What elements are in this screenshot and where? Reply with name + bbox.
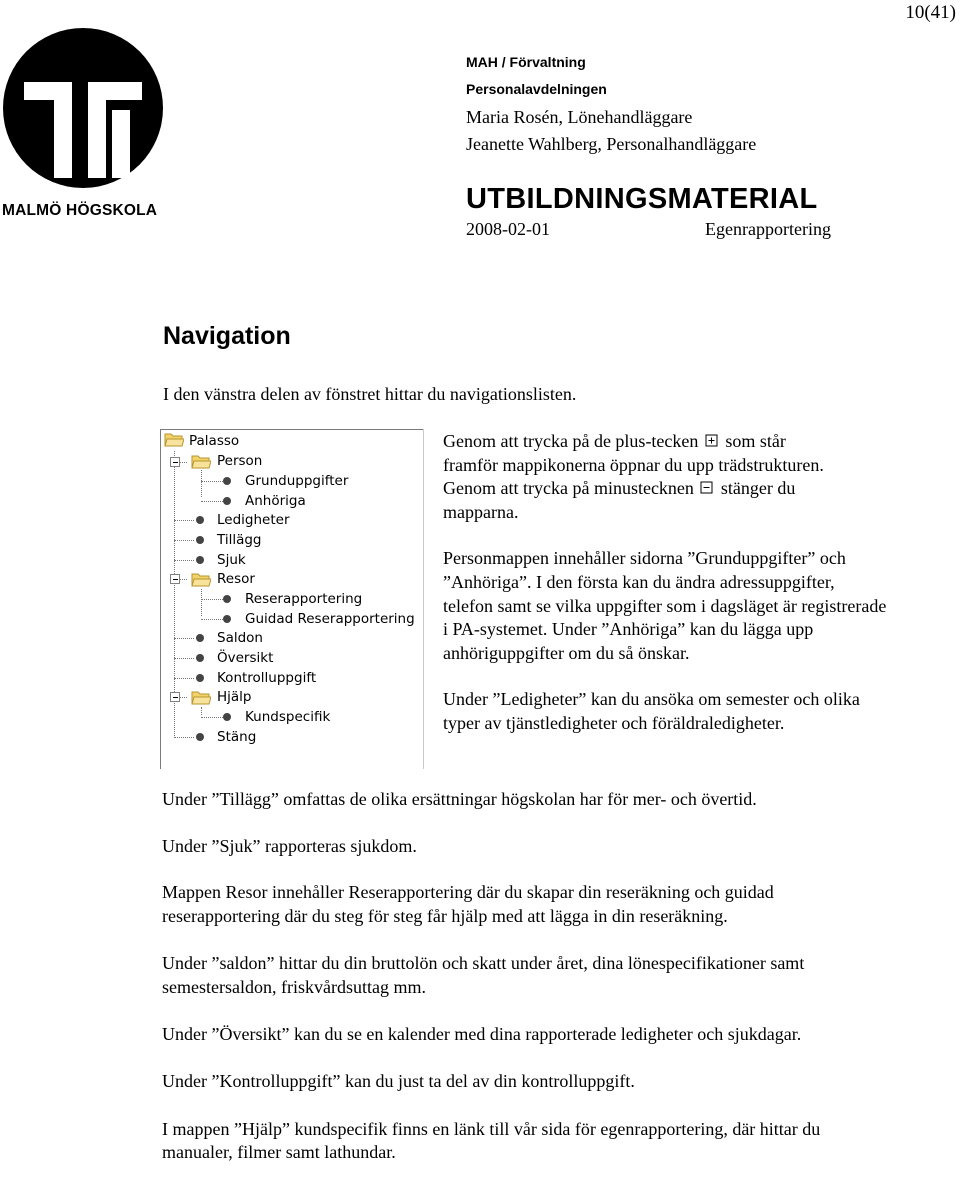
tree-item-reserapportering[interactable]: Reserapportering	[245, 591, 363, 607]
document-date: 2008-02-01	[466, 219, 550, 239]
section-title: Navigation	[163, 322, 291, 350]
text-fragment: mapparna.	[443, 501, 519, 522]
plus-minus-instructions	[443, 430, 888, 524]
page-bullet-icon	[196, 654, 204, 662]
tree-item-hjalp[interactable]: Hjälp	[217, 689, 252, 705]
page-bullet-icon	[223, 713, 231, 721]
page-bullet-icon	[223, 615, 231, 623]
header-person-2: Jeanette Wahlberg, Personalhandläggare	[466, 134, 757, 154]
tree-item-person[interactable]: Person	[217, 453, 263, 469]
open-folder-icon	[191, 454, 211, 469]
tree-item-tillagg[interactable]: Tillägg	[217, 532, 262, 548]
page-bullet-icon	[223, 477, 231, 485]
expand-plus-icon	[705, 434, 719, 448]
tree-item-kundspecifik[interactable]: Kundspecifik	[245, 709, 331, 725]
logo-wordmark: MALMÖ HÖGSKOLA	[2, 202, 158, 219]
tree-item-anhoriga[interactable]: Anhöriga	[245, 493, 306, 509]
kontrolluppgift-paragraph: Under ”Kontrolluppgift” kan du just ta del av din kontrolluppgift.	[162, 1071, 635, 1092]
header-department: Personalavdelningen	[466, 81, 607, 97]
page-bullet-icon	[196, 634, 204, 642]
collapse-minus-icon	[700, 481, 714, 495]
open-folder-icon	[191, 572, 211, 587]
tree-item-stang[interactable]: Stäng	[217, 729, 257, 745]
ledigheter-paragraph: Under ”Ledigheter” kan du ansöka om semester och olika typer av tjänstledigheter och föräldraledigheter.	[443, 689, 860, 733]
malmo-hogskola-logo	[2, 28, 164, 188]
tree-item-ledigheter[interactable]: Ledigheter	[217, 512, 290, 528]
page-bullet-icon	[223, 497, 231, 505]
oversikt-paragraph: Under ”Översikt” kan du se en kalender med dina rapporterade ledigheter och sjukdagar.	[162, 1023, 802, 1044]
tree-item-resor[interactable]: Resor	[217, 571, 255, 587]
text-fragment: stänger du	[720, 478, 796, 499]
page-bullet-icon	[196, 516, 204, 524]
text-fragment: Genom att trycka på minustecknen	[443, 478, 694, 499]
tree-item-saldon[interactable]: Saldon	[217, 630, 263, 646]
right-column-text	[443, 430, 888, 736]
document-title: UTBILDNINGSMATERIAL	[466, 183, 818, 215]
sjuk-paragraph: Under ”Sjuk” rapporteras sjukdom.	[162, 835, 417, 856]
tree-item-palasso[interactable]: Palasso	[189, 433, 240, 449]
open-folder-icon	[164, 432, 184, 447]
person-folder-paragraph: Personmappen innehåller sidorna ”Grunduppgifter” och ”Anhöriga”. I den första kan du ändra adressuppgifter, telefon samt se vilka uppgifter som i dagsläget är registrerade i PA-systemet. Under ”Anhöriga” kan du lägga upp anhöriguppgifter om du så önskar.	[443, 548, 887, 663]
page-bullet-icon	[196, 733, 204, 741]
collapse-minus-icon[interactable]	[170, 574, 180, 584]
page-bullet-icon	[196, 674, 204, 682]
document-subject: Egenrapportering	[705, 219, 831, 239]
text-fragment: framför mappikonerna öppnar du upp trädstrukturen.	[443, 454, 824, 475]
body-text	[162, 788, 892, 1165]
tree-item-sjuk[interactable]: Sjuk	[217, 552, 246, 568]
collapse-minus-icon[interactable]	[170, 692, 180, 702]
navigation-tree	[160, 429, 424, 769]
page-bullet-icon	[196, 536, 204, 544]
collapse-minus-icon[interactable]	[170, 457, 180, 467]
header-org: MAH / Förvaltning	[466, 54, 586, 70]
page-number: 10(41)	[905, 2, 956, 23]
saldon-paragraph: Under ”saldon” hittar du din bruttolön och skatt under året, dina lönespecifikationer samt semestersaldon, friskvårdsuttag mm.	[162, 953, 805, 997]
tree-item-guidad-reserapportering[interactable]: Guidad Reserapportering	[245, 611, 415, 627]
text-fragment: som står	[725, 431, 786, 451]
hjalp-paragraph: I mappen ”Hjälp” kundspecifik finns en länk till vår sida för egenrapportering, där hittar du manualer, filmer samt lathundar.	[162, 1118, 821, 1163]
tree-item-oversikt[interactable]: Översikt	[217, 650, 274, 666]
resor-paragraph: Mappen Resor innehåller Reserapportering där du skapar din reseräkning och guidad reserapportering där du steg för steg får hjälp med att lägga in din reseräkning.	[162, 882, 774, 926]
text-fragment: Genom att trycka på de plus-tecken	[443, 431, 699, 451]
tree-item-kontrolluppgift[interactable]: Kontrolluppgift	[217, 670, 317, 686]
tree-item-grunduppgifter[interactable]: Grunduppgifter	[245, 473, 349, 489]
tillagg-paragraph: Under ”Tillägg” omfattas de olika ersättningar högskolan har för mer- och övertid.	[162, 789, 757, 809]
page-bullet-icon	[223, 595, 231, 603]
page-bullet-icon	[196, 556, 204, 564]
open-folder-icon	[191, 690, 211, 705]
header-person-1: Maria Rosén, Lönehandläggare	[466, 107, 693, 127]
intro-text: I den vänstra delen av fönstret hittar du navigationslisten.	[163, 384, 577, 404]
